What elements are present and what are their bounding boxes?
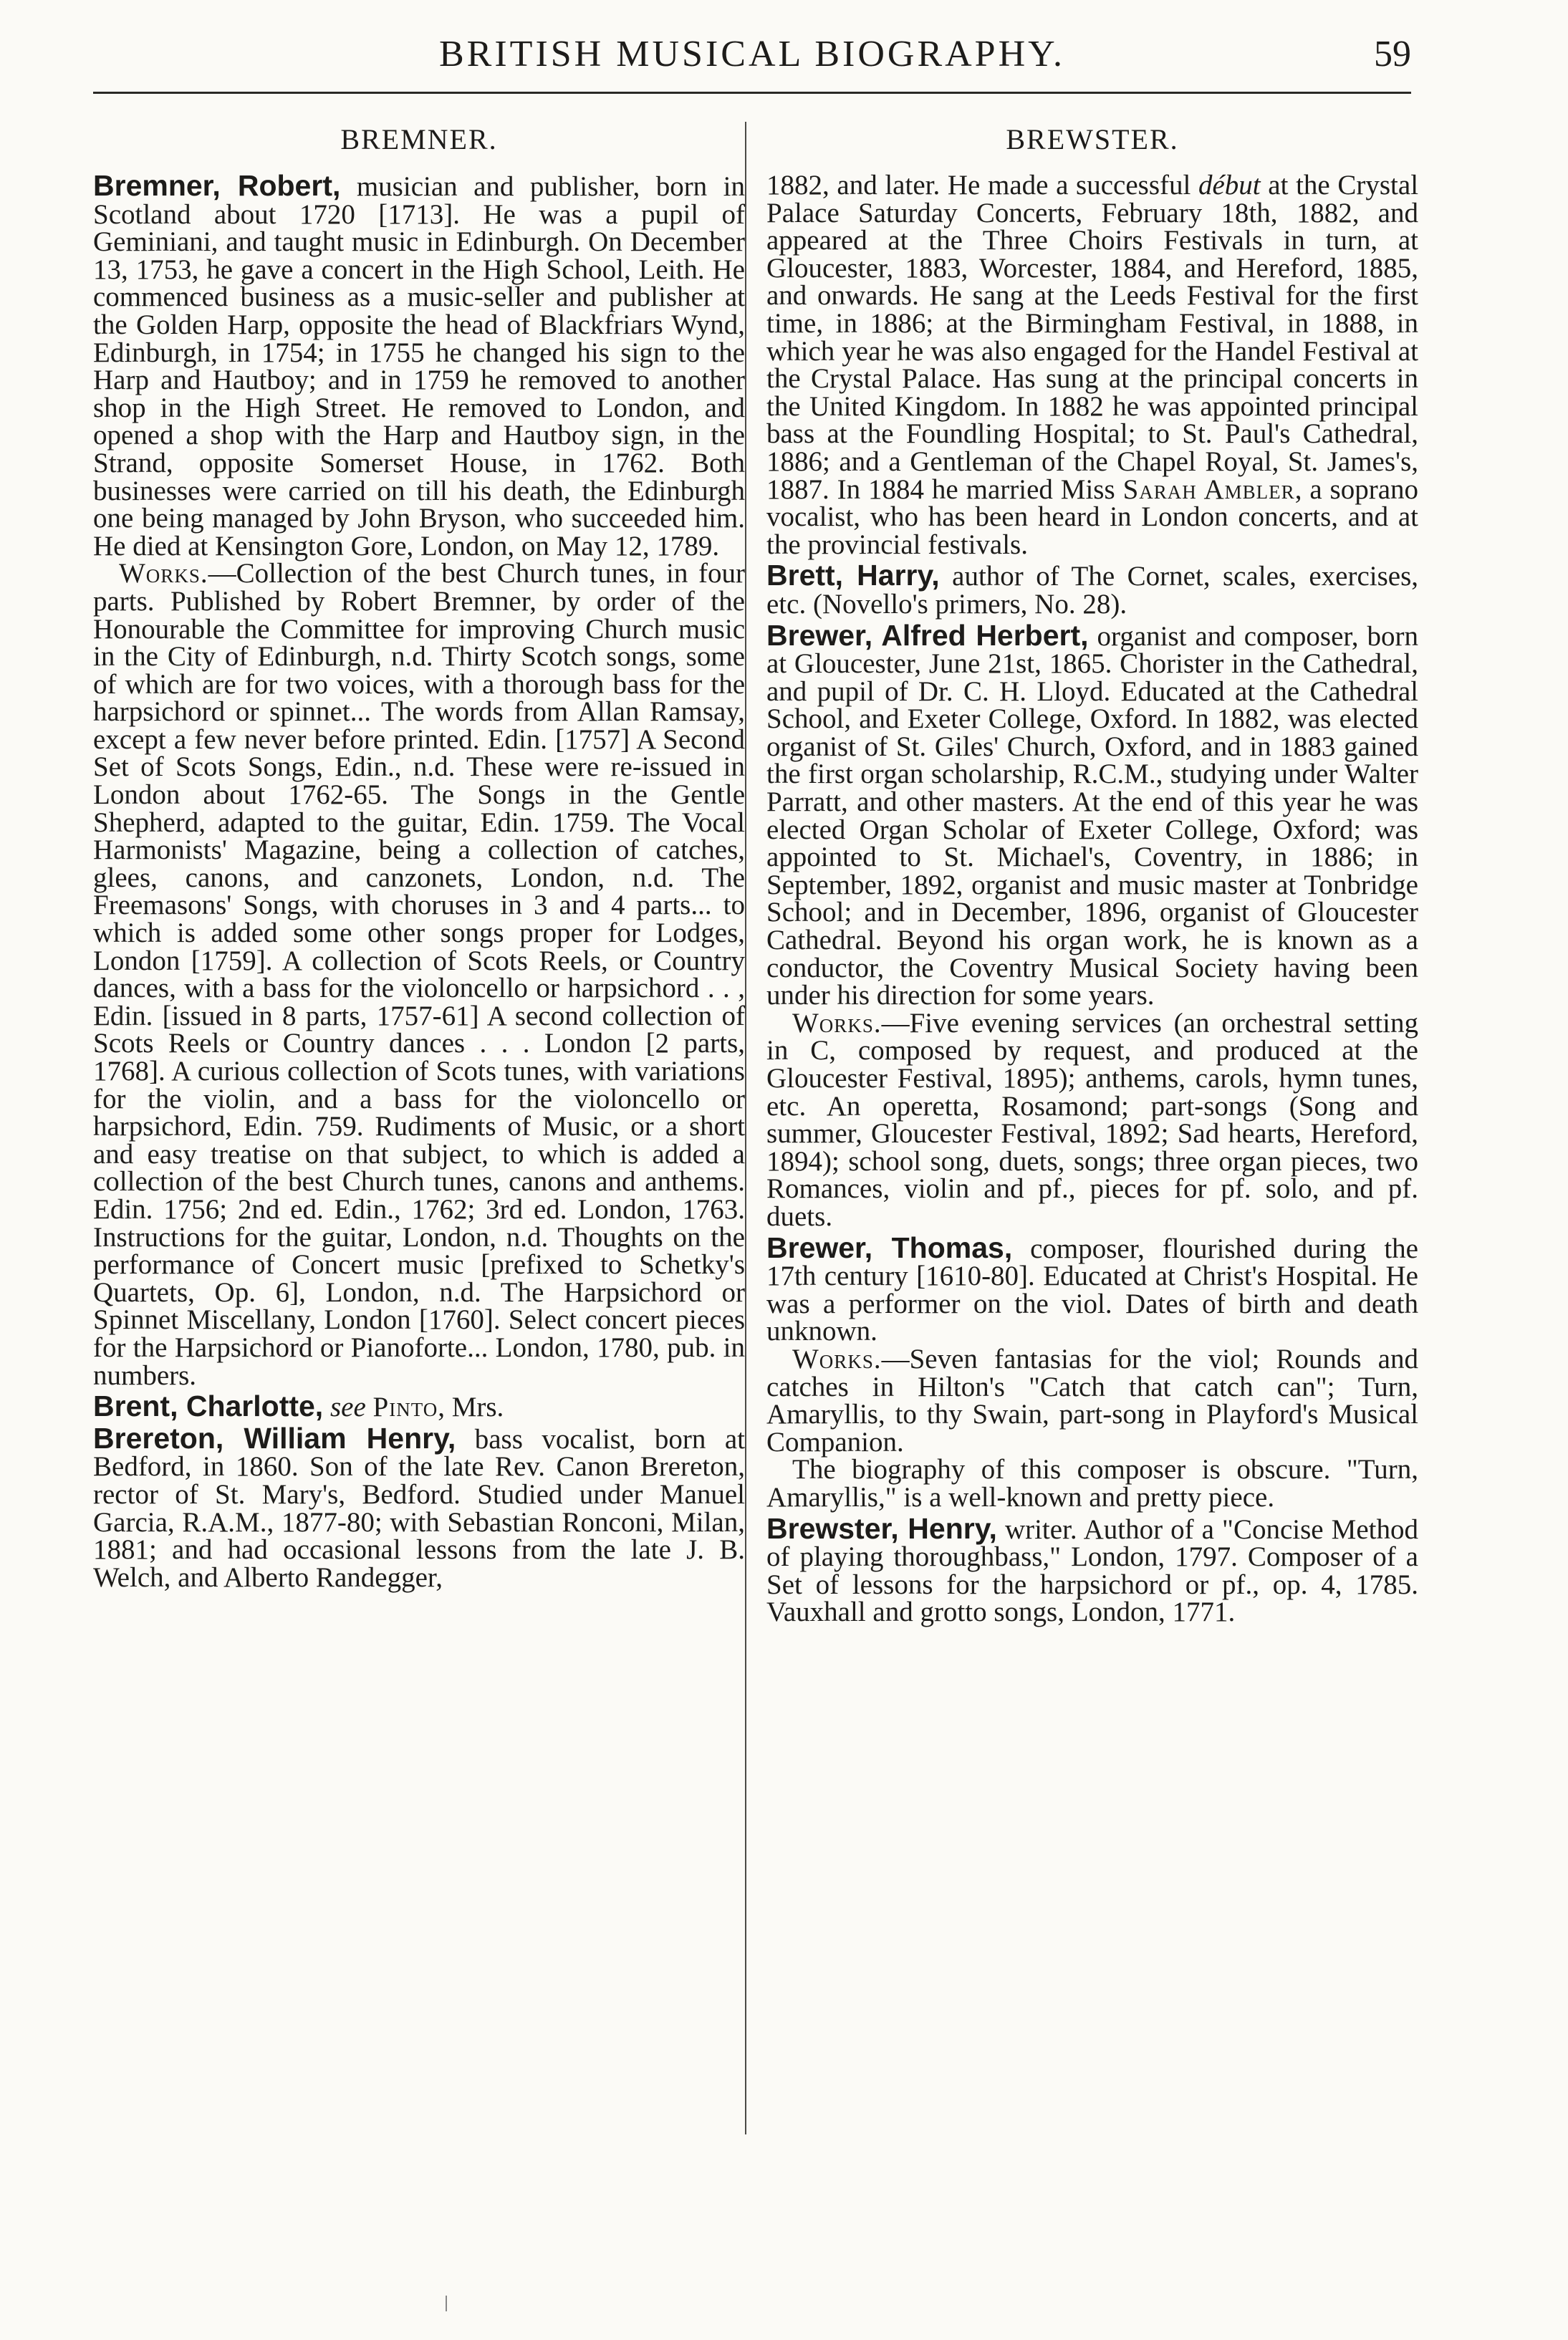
headword: Brewster, Henry, [766,1511,997,1545]
entry-text: writer. Author of a "Concise Method of playing thoroughbass," London, 1797. Composer of a Set of lessons for the harpsichord or pf., op. 4, 1785. Vauxhall and grotto songs, London, 1771. [766,1513,1418,1628]
works-label: Works. [792,1007,882,1039]
debut-word: début [1198,170,1261,201]
note-paragraph: The biography of this composer is obscure. "Turn, Amaryllis," is a well-known and pretty piece. [766,1454,1418,1513]
cross-reference-suffix: , Mrs. [438,1392,504,1423]
entry-brereton [93,1421,746,1593]
guide-word-left: BREMNER. [340,123,498,155]
left-column [93,120,745,1592]
page-header [93,29,1411,86]
entry-bremner [93,169,745,1391]
entry-body [766,618,1419,1011]
see-reference: see [330,1392,366,1423]
header-rule [93,92,1411,94]
entry-text: author of The Cornet, scales, exercises, etc. (Novello's primers, No. 28). [766,561,1418,620]
works-paragraph [766,1007,1418,1232]
works-paragraph [766,1343,1418,1458]
works-text: —Seven fantasias for the viol; Rounds and catches in Hilton's "Catch that catch can"; Turn, Amaryllis, to thy Swain, part-song in Playford's Musical Companion. [766,1343,1418,1458]
works-text: —Five evening services (an orchestral setting in C, composed by request, and produced at the Gloucester Festival, 1895); anthems, carols, hymn tunes, etc. An operetta, Rosamond; part-songs (Song and summer, Gloucester Festival, 1892; Sad hearts, Hereford, 1894); school song, duets, songs; three organ pieces, two Romances, violin and pf., pieces for pf. solo, and pf. duets. [766,1007,1418,1232]
entry-text: bass vocalist, born at Bedford, in 1860. Son of the late Rev. Canon Brereton, rector of St. Mary's, Bedford. Studied under Manuel Garcia, R.A.M., 1877-80; with Sebastian Ronconi, Milan, 1881; and had occasional lessons from the late J. B. Welch, and Alberto Randegger, [93,1423,746,1593]
entry-body [93,1421,746,1593]
entry-text: at the Crystal Palace Saturday Concerts, February 18th, 1882, and appeared at the Three Choirs Festivals in turn, at Gloucester, 1883, Worcester, 1884, and Hereford, 1885, and onwards. He sang at the Leeds Festival for the first time, in 1886; at the Birmingham Festival, in 1888, in which year he was also engaged for the Handel Festival at the Crystal Palace. Has sung at the principal concerts in the United Kingdom. In 1882 he was appointed principal bass at the Foundling Hospital; to St. Paul's Cathedral, 1886; and a Gentleman of the Chapel Royal, St. James's, 1887. In 1884 he married Miss [766,170,1419,505]
entry-brewster [766,1511,1418,1628]
column-divider [745,122,746,2134]
headword: Bremner, Robert, [93,169,341,202]
entry-brewer-alfred [766,618,1419,1232]
spouse-name: Sarah Ambler [1122,473,1295,505]
entry-brereton-continued [766,172,1418,559]
entry-brewer-thomas [766,1231,1418,1513]
works-label: Works. [119,558,208,589]
cross-reference: Pinto [372,1392,438,1423]
entry-body [93,169,745,562]
entry-text: 1882, and later. He made a successful [766,170,1191,201]
right-column [766,120,1418,1627]
headword: Brewer, Alfred Herbert, [766,618,1089,652]
guide-word-right: BREWSTER. [1006,123,1179,155]
entry-text: musician and publisher, born in Scotland about 1720 [1713]. He was a pupil of Geminiani, and taught music in Edinburgh. On December 13, 1753, he gave a concert in the High School, Leith. He commenced business as a music-seller and publisher at the Golden Harp, opposite the head of Blackfriars Wynd, Edinburgh, in 1754; in 1755 he changed his sign to the Harp and Hautboy; and in 1759 he removed to another shop in the High Street. He removed to London, and opened a shop with the Harp and Hautboy sign, in the Strand, opposite Somerset House, in 1762. Both businesses were carried on till his death, the Edinburgh one being managed by John Bryson, who succeeded him. He died at Kensington Gore, London, on May 12, 1789. [93,171,745,562]
entry-brent [93,1392,745,1422]
works-paragraph [93,560,745,1390]
page-number: 59 [1374,34,1411,74]
entry-text: , a soprano vocalist, who has been heard in London concerts, and at the provincial festivals. [766,473,1419,560]
entry-text: organist and composer, born at Gloucester, June 21st, 1865. Chorister in the Cathedral, and pupil of Dr. C. H. Lloyd. Educated at the Cathedral School, and Exeter College, Oxford. In 1882, was elected organist of St. Giles' Church, Oxford, and in 1883 gained the first organ scholarship, R.C.M., studying under Walter Parratt, and other masters. At the end of this year he was elected Organ Scholar of Exeter College, Oxford; was appointed to St. Michael's, Coventry, in 1886; in September, 1892, organist and music master at Tonbridge School; and in December, 1896, organist of Gloucester Cathedral. Beyond his organ work, he is known as a conductor, the Coventry Musical Society having been under his direction for some years. [766,620,1419,1011]
footer-mark [446,2296,447,2311]
entry-body [766,172,1418,559]
headword: Brett, Harry, [766,559,940,592]
entry-text: composer, flourished during the 17th century [1610-80]. Educated at Christ's Hospital. He was a performer on the viol. Dates of birth and death unknown. [766,1233,1418,1347]
works-text: —Collection of the best Church tunes, in four parts. Published by Robert Bremner, by order of the Honourable the Committee for improving Church music in the City of Edinburgh, n.d. Thirty Scotch songs, some of which are for two voices, with a thorough bass for the harpsichord or spinnet... The words from Allan Ramsay, except a few never before printed. Edin. [1757] A Second Set of Scots Songs, Edin., n.d. These were re-issued in London about 1762-65. The Songs in the Gentle Shepherd, adapted to the guitar, Edin. 1759. The Vocal Harmonists' Magazine, being a collection of catches, glees, canons, and canzonets, London, n.d. The Freemasons' Songs, with choruses in 3 and 4 parts... to which is added some other songs proper for Lodges, London [1759]. A collection of Scots Reels, or Country dances, with a bass for the violoncello or harpsichord . . , Edin. [issued in 8 parts, 1757-61] A second collection of Scots Reels or Country dances . . . London [2 parts, 1768]. A curious collection of Scots tunes, with variations for the violin, and a bass for the violoncello or harpsichord, Edin. 759. Rudiments of Music, or a short and easy treatise on that subject, to which is added a collection of the best Church tunes, canons and anthems. Edin. 1756; 2nd ed. Edin., 1762; 3rd ed. London, 1763. Instructions for the guitar, London, n.d. Thoughts on the performance of Concert music [prefixed to Schetky's Quartets, Op. 6], London, n.d. The Harpsichord or Spinnet Miscellany, London [1760]. Select concert pieces for the Harpsichord or Pianoforte... London, 1780, pub. in numbers. [93,558,745,1391]
works-label: Works. [792,1343,882,1374]
entry-body [766,1231,1418,1347]
entry-body [93,1392,745,1422]
headword: Brewer, Thomas, [766,1231,1013,1264]
headword: Brent, Charlotte, [93,1390,324,1423]
entry-brett [766,559,1418,620]
entry-body [766,1511,1418,1628]
headword: Brereton, William Henry, [93,1421,456,1455]
running-title: BRITISH MUSICAL BIOGRAPHY. [439,34,1065,74]
entry-body [766,559,1418,620]
